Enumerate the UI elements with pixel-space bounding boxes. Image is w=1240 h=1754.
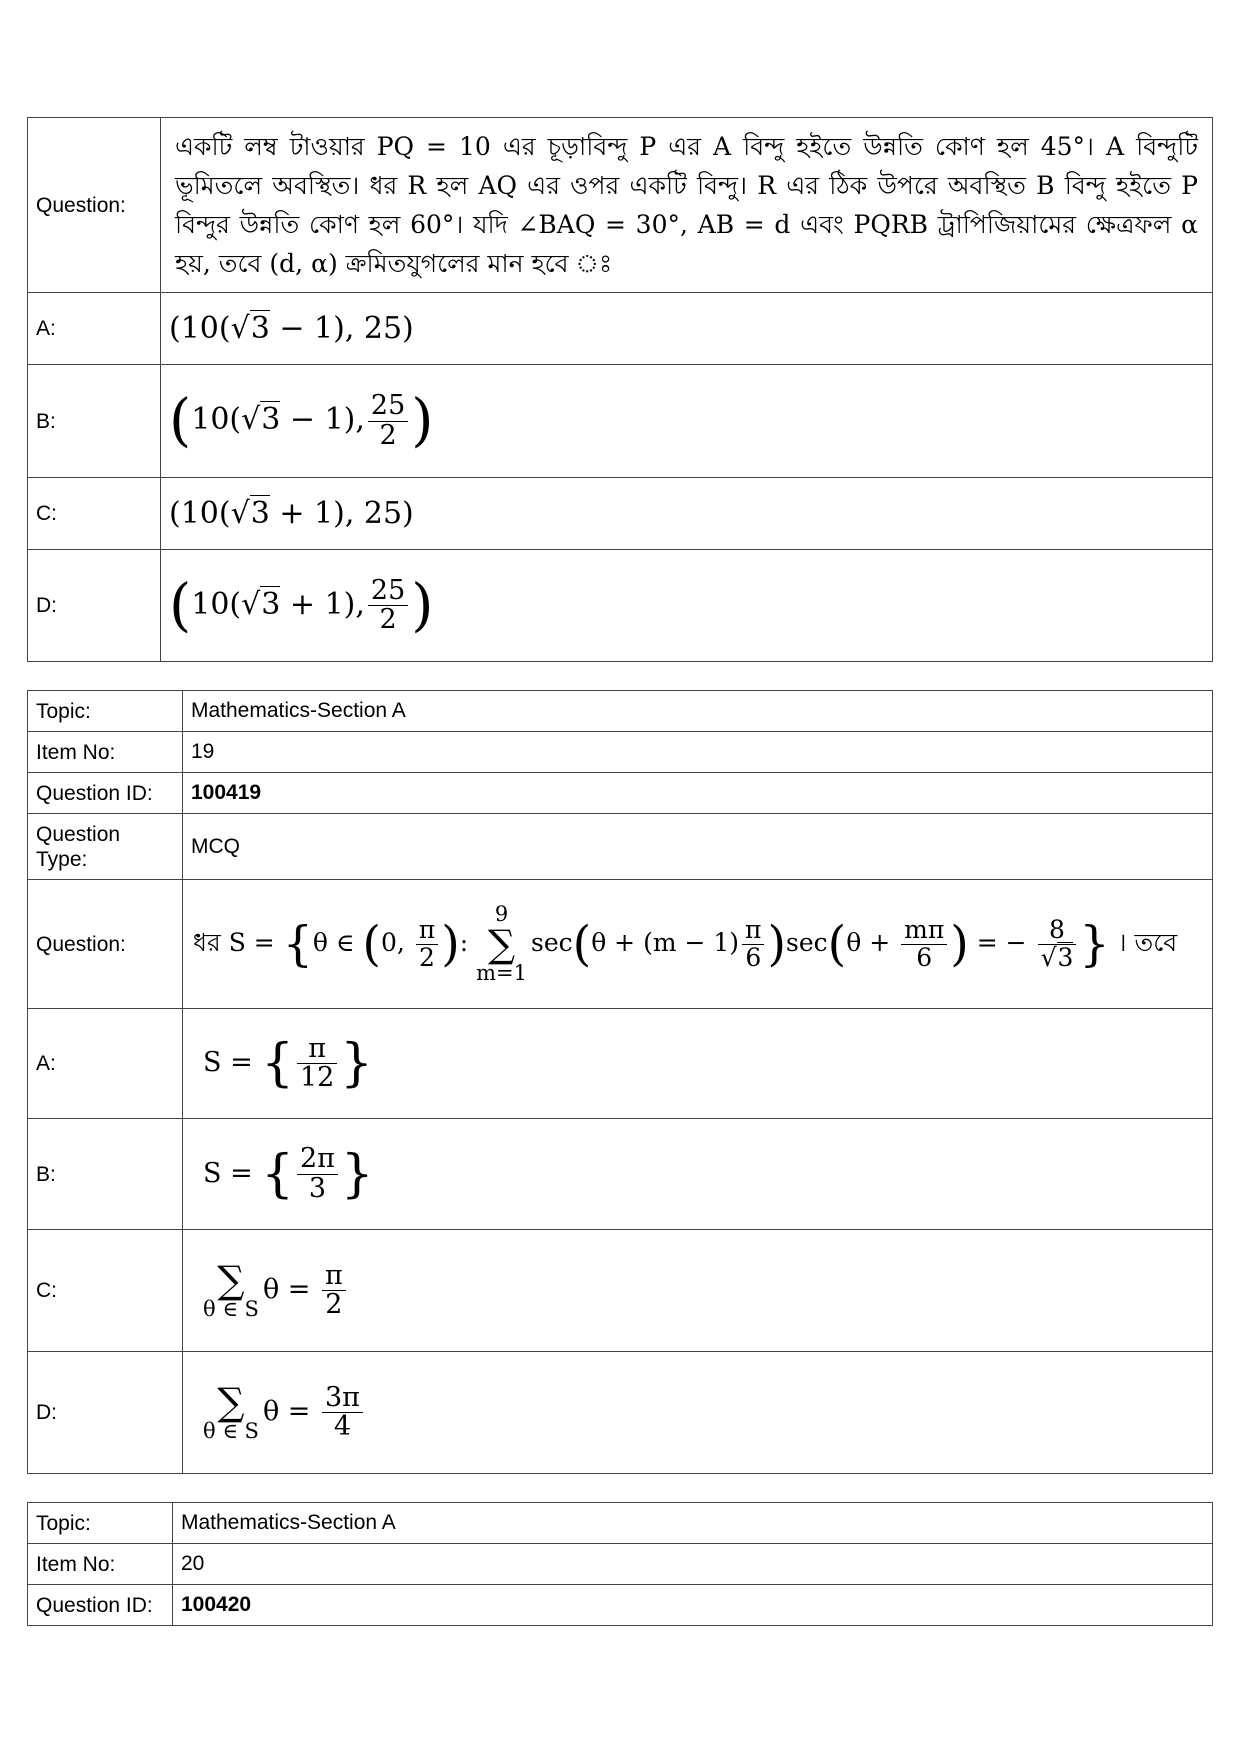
summation: ∑ θ ∈ S <box>203 1258 259 1321</box>
math-text: 10( <box>191 402 242 437</box>
math-text: 3 <box>250 311 270 346</box>
fraction <box>322 1381 363 1442</box>
question-id-label: Question ID: <box>28 773 183 814</box>
option-label: C: <box>28 1230 183 1352</box>
math-text: 3 <box>250 496 270 531</box>
question-id: 100419 <box>191 781 262 804</box>
question-type-label: Question Type: <box>28 814 183 880</box>
option-c-math <box>183 1230 1213 1352</box>
math-text: (10( <box>169 311 231 346</box>
math-text: (10( <box>169 496 231 531</box>
fraction <box>368 574 408 635</box>
option-d-math <box>183 1352 1213 1474</box>
topic-value: Mathematics-Section A <box>183 691 1213 732</box>
fraction <box>901 917 947 971</box>
math-text: π <box>742 917 764 944</box>
math-text: sec <box>531 927 573 957</box>
option-label: D: <box>28 550 161 662</box>
math-text: sec <box>786 927 828 957</box>
question-text: একটি লম্ব টাওয়ার PQ = 10 এর চূড়াবিন্দু P এর A বিন্দু হইতে উন্নতি কোণ হল 45°। A বিন্দুটি ভূমিতলে অবস্থিত। ধর R হল AQ এর ওপর একটি বিন্দু। R এর ঠিক উপরে অবস্থিত B বিন্দু হইতে P বিন্দুর উন্নতি কোণ হল 60°। যদি ∠BAQ = 30°, AB = d এবং PQRB ট্রাপিজিয়ামের ক্ষেত্রফল α হয়, তবে (d, α) ক্রমিতযুগলের মান হবে ঃ <box>161 118 1213 293</box>
math-text: 6 <box>745 942 762 972</box>
option-a-math: (10(√3 − 1), 25) <box>161 293 1213 365</box>
option-a-math: S = { $\frac{\pi}{12}$ } <box>183 1009 1213 1119</box>
math-text: 9 <box>494 902 509 926</box>
math-text: π <box>416 917 438 944</box>
math-text: S = <box>203 1157 253 1189</box>
math-text: 2 <box>379 419 397 451</box>
option-row-c[interactable] <box>28 478 1213 550</box>
question-id-value <box>173 1585 1213 1626</box>
option-label: B: <box>28 365 161 478</box>
option-b-math: S = { $\frac{2\pi}{3}$ } <box>183 1119 1213 1230</box>
item-value: 19 <box>183 732 1213 773</box>
topic-label: Topic: <box>28 1503 173 1544</box>
math-text: − 1), <box>280 402 365 437</box>
question-id-row <box>28 773 1213 814</box>
option-label: A: <box>28 1009 183 1119</box>
question-id-label: Question ID: <box>28 1585 173 1626</box>
math-text: + 1), 25) <box>269 496 414 531</box>
option-d-math: (10(√3 + 1), $\frac{25}{2}$ ) <box>161 550 1213 662</box>
option-label: D: <box>28 1352 183 1474</box>
math-text: + 1), <box>280 586 365 622</box>
question-label: Question: <box>28 880 183 1009</box>
math-text: 0, <box>380 927 405 957</box>
math-text: 3 <box>308 1172 326 1204</box>
math-text: : <box>459 927 469 957</box>
math-text: 2π <box>297 1145 338 1174</box>
question-type-value: MCQ <box>183 814 1213 880</box>
math-text: 2 <box>325 1289 343 1320</box>
math-text: 10( <box>191 586 242 622</box>
question-label: Question: <box>28 118 161 293</box>
question-row <box>28 880 1213 1009</box>
math-text: π <box>322 1262 346 1291</box>
math-text: 3 <box>261 586 281 622</box>
math-text: = − <box>976 927 1027 957</box>
math-text: S = <box>203 1047 253 1078</box>
math-text: 12 <box>299 1062 335 1093</box>
option-row-d[interactable] <box>28 550 1213 662</box>
math-text: ধর S = <box>193 927 275 957</box>
math-text: 4 <box>333 1411 352 1442</box>
math-text: θ ∈ S <box>203 1419 259 1443</box>
math-text: 25 <box>368 392 408 421</box>
math-text: 8 <box>1038 917 1077 944</box>
math-text: θ ∈ S <box>203 1297 259 1321</box>
option-row-b[interactable] <box>28 1119 1213 1230</box>
math-text: 2 <box>419 942 435 972</box>
math-text: θ + (m − 1) <box>591 927 740 957</box>
math-text: π <box>297 1035 337 1064</box>
math-text: 3 <box>261 402 281 437</box>
math-text: θ + <box>846 927 891 957</box>
math-text: 6 <box>916 942 933 972</box>
question-20-table <box>27 1502 1213 1626</box>
topic-label: Topic: <box>28 691 183 732</box>
math-text: θ ∈ <box>312 927 355 957</box>
item-value: 20 <box>173 1544 1213 1585</box>
math-text: । তবে <box>1117 927 1178 957</box>
option-label: C: <box>28 478 161 550</box>
question-id-row <box>28 1585 1213 1626</box>
question-18-table <box>27 117 1213 662</box>
question-type-row <box>28 814 1213 880</box>
item-label: Item No: <box>28 1544 173 1585</box>
math-text: θ = <box>262 1396 311 1427</box>
summation: ∑ θ ∈ S <box>203 1380 259 1443</box>
math-text: mπ <box>901 917 947 944</box>
math-text: − 1), 25) <box>269 311 414 346</box>
topic-value: Mathematics-Section A <box>173 1503 1213 1544</box>
question-id-value <box>183 773 1213 814</box>
topic-row <box>28 691 1213 732</box>
question-row <box>28 118 1213 293</box>
question-19-table <box>27 690 1213 1474</box>
fraction <box>368 392 408 450</box>
math-text: 3 <box>1057 942 1074 972</box>
summation: 9 ∑ m=1 <box>476 902 527 985</box>
option-row-a[interactable] <box>28 293 1213 365</box>
math-text: m=1 <box>476 961 527 985</box>
option-row-b[interactable] <box>28 365 1213 478</box>
fraction <box>742 917 764 971</box>
option-b-math: (10(√3 − 1), $\frac{25}{2}$ ) <box>161 365 1213 478</box>
fraction <box>297 1145 338 1203</box>
topic-row <box>28 1503 1213 1544</box>
option-c-math: (10(√3 + 1), 25) <box>161 478 1213 550</box>
item-row <box>28 732 1213 773</box>
fraction <box>297 1032 337 1093</box>
option-row-c[interactable] <box>28 1230 1213 1352</box>
question-math: ধর S = {θ ∈ (0, $\frac{\pi}{2}$ ): 9 ∑ m=1 sec(θ + (m − 1) $\frac{\pi}{6}$ )sec(θ + $\frac{m\pi}{6}$ ) = − $\frac{8}{√3}$ } । তবে <box>183 880 1213 1009</box>
option-row-a[interactable] <box>28 1009 1213 1119</box>
math-text: 25 <box>368 577 408 606</box>
option-row-d[interactable] <box>28 1352 1213 1474</box>
item-row <box>28 1544 1213 1585</box>
math-text: 2 <box>379 604 397 635</box>
math-text: θ = <box>262 1274 311 1305</box>
option-label: A: <box>28 293 161 365</box>
math-text: 3π <box>322 1384 363 1413</box>
fraction <box>322 1259 346 1320</box>
question-id: 100420 <box>181 1593 252 1616</box>
fraction <box>416 917 438 971</box>
fraction: $\frac{8}{√3}$ <box>1038 917 1077 971</box>
option-label: B: <box>28 1119 183 1230</box>
item-label: Item No: <box>28 732 183 773</box>
